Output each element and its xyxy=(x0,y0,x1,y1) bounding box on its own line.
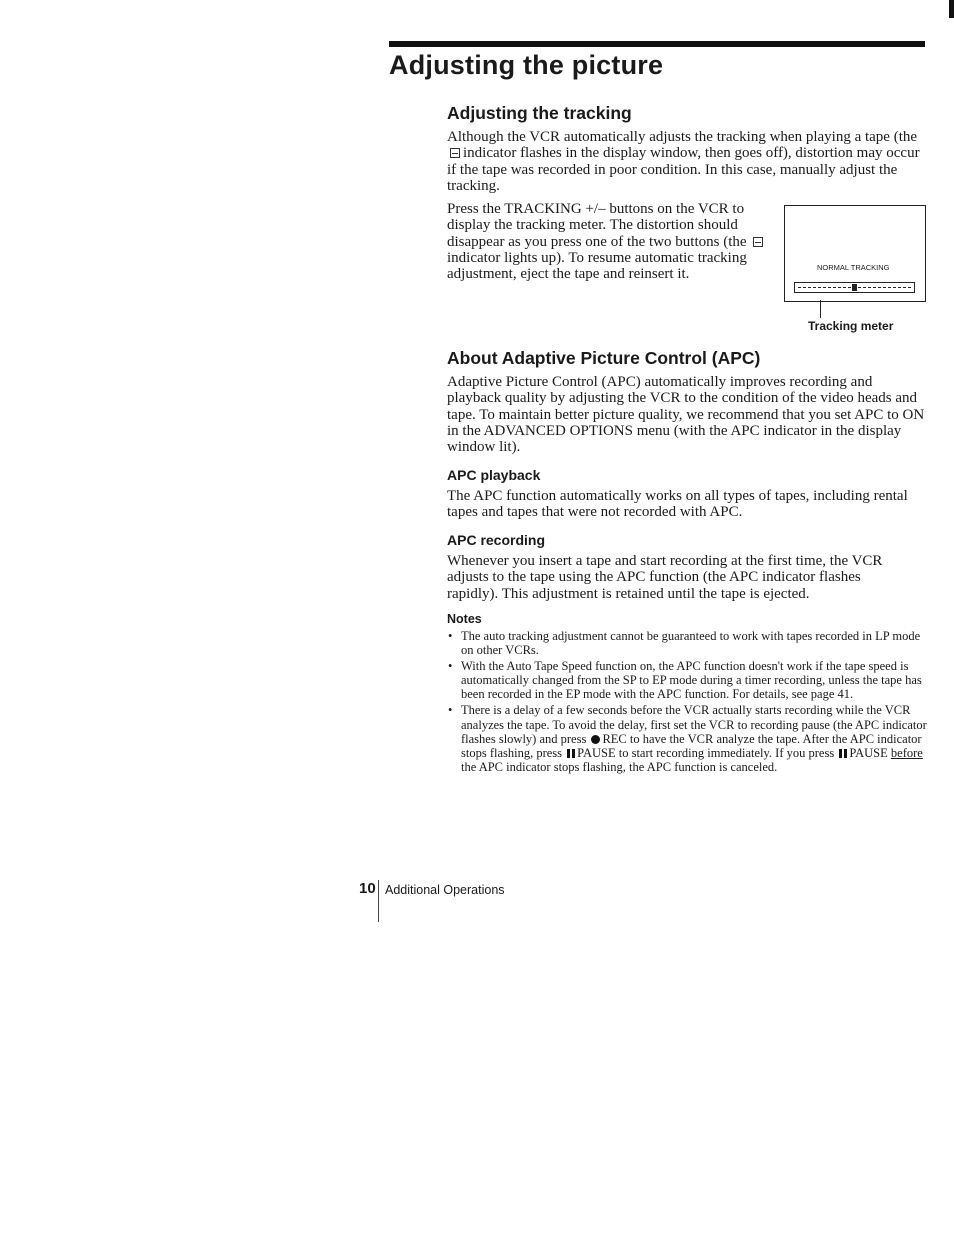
apc-playback-heading: APC playback xyxy=(447,467,541,483)
apc-recording-heading: APC recording xyxy=(447,532,546,548)
tracking-meter-bar xyxy=(794,282,915,293)
footer-section-title: Additional Operations xyxy=(385,883,505,897)
meter-caption: NORMAL TRACKING xyxy=(817,263,890,272)
notes-list xyxy=(447,629,927,776)
pause-icon xyxy=(839,749,847,758)
note-item xyxy=(447,703,927,773)
tracking-p1-before: Although the VCR automatically adjusts the tracking when playing a tape (the xyxy=(447,129,918,145)
notes-heading: Notes xyxy=(447,612,482,626)
record-dot-icon xyxy=(591,735,600,744)
tracking-p1-after: indicator flashes in the display window, then goes off), distortion may occur if the tape was recorded in poor condition. In this case, manually adjust the tracking. xyxy=(447,145,920,194)
footer-divider xyxy=(378,880,379,922)
tracking-paragraph-2 xyxy=(447,201,767,282)
apc-playback-text: The APC function automatically works on all types of tapes, including rental tapes and tapes that were not recorded with APC. xyxy=(447,488,908,521)
note3-text-d: PAUSE xyxy=(849,745,888,760)
tracking-p2-after: indicator lights up). To resume automatic tracking adjustment, eject the tape and reinsert it. xyxy=(447,249,747,283)
note3-text-a: There is a delay of a few seconds before the VCR actually starts recording while the VCR analyzes the tape. To avoid the delay, first set the VCR to recording pause (the APC indicator flashes slowly) and press xyxy=(461,703,927,746)
tracking-meter-display xyxy=(784,205,926,302)
tracking-paragraph-1 xyxy=(447,129,927,194)
note-item: • With the Auto Tape Speed function on, the APC function doesn't work if the tape speed is automatically changed from the SP to EP mode during a timer recording, unless the tape has been recorded in the EP mode with the APC function. For details, see page 41. xyxy=(447,659,927,701)
tracking-indicator-icon xyxy=(450,148,460,158)
apc-recording-text: Whenever you insert a tape and start recording at the first time, the VCR adjusts to the tape using the APC function (the APC indicator flashes rapidly). This adjustment is retained until the tape is ejected. xyxy=(447,553,883,602)
page-title: Adjusting the picture xyxy=(389,50,664,80)
note3-before-underlined: before xyxy=(890,745,923,760)
tracking-p2-before: Press the TRACKING +/– buttons on the VCR to display the tracking meter. The distortion should disappear as you press one of the two buttons (the xyxy=(447,201,747,250)
tracking-indicator-icon xyxy=(753,237,763,247)
note3-text-c: PAUSE to start recording immediately. If you press xyxy=(577,745,835,760)
note3-text-b: REC to have the VCR analyze the tape. After the APC indicator stops flashing, press xyxy=(461,731,922,760)
pause-icon xyxy=(567,749,575,758)
note-item: • The auto tracking adjustment cannot be guaranteed to work with tapes recorded in LP mode on other VCRs. xyxy=(447,629,927,657)
page-number: 10 xyxy=(359,880,376,897)
meter-callout-line xyxy=(820,300,821,318)
meter-pointer xyxy=(852,284,857,291)
page-corner-mark xyxy=(949,0,954,18)
tracking-heading: Adjusting the tracking xyxy=(447,103,632,123)
top-rule xyxy=(389,41,925,47)
note3-text-e: the APC indicator stops flashing, the APC function is canceled. xyxy=(461,759,778,774)
apc-heading: About Adaptive Picture Control (APC) xyxy=(447,348,761,368)
apc-intro: Adaptive Picture Control (APC) automatically improves recording and playback quality by adjusting the VCR to the condition of the video heads and tape. To maintain better picture quality, we recommend that you set APC to ON in the ADVANCED OPTIONS menu (with the APC indicator in the display window lit). xyxy=(447,374,925,456)
tracking-meter-label: Tracking meter xyxy=(808,319,894,333)
